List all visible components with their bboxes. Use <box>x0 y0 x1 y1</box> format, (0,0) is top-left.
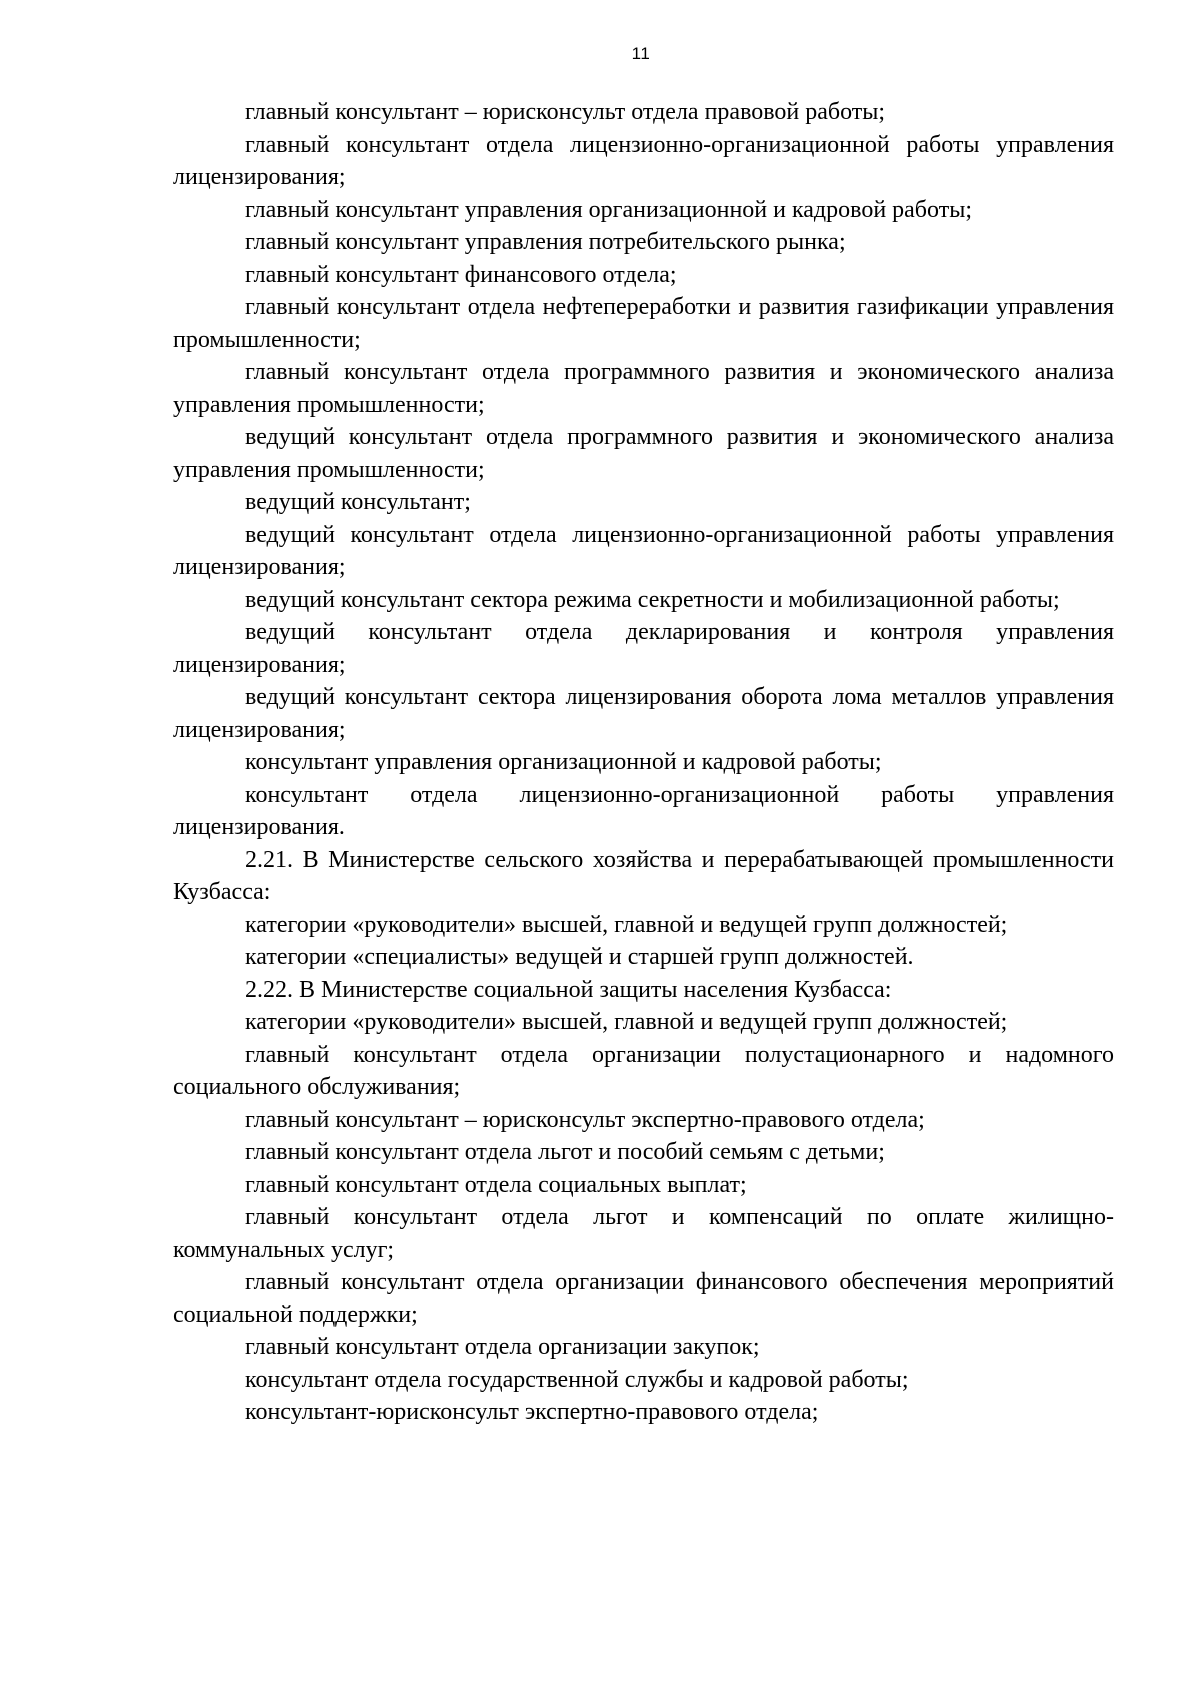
paragraph: главный консультант отдела лицензионно-организационной работы управления лицензирования; <box>173 131 1114 190</box>
paragraph: консультант отдела лицензионно-организационной работы управления лицензирования. <box>173 781 1114 840</box>
section-heading: 2.22. В Министерстве социальной защиты населения Кузбасса: <box>245 976 892 1003</box>
section-heading: 2.21. В Министерстве сельского хозяйства и перерабатывающей промышленности Кузбасса: <box>173 846 1114 905</box>
paragraph: главный консультант отдела нефтепереработки и развития газификации управления промышленности; <box>173 294 1114 353</box>
paragraph: консультант отдела государственной службы и кадровой работы; <box>245 1366 909 1393</box>
document-body <box>173 96 1114 1429</box>
paragraph: главный консультант – юрисконсульт экспертно-правового отдела; <box>245 1106 925 1133</box>
paragraph: главный консультант управления организационной и кадровой работы; <box>245 196 972 223</box>
paragraph: ведущий консультант; <box>245 489 471 515</box>
paragraph: главный консультант отдела организации финансового обеспечения мероприятий социальной поддержки; <box>173 1269 1114 1328</box>
paragraph: ведущий консультант отдела декларирования и контроля управления лицензирования; <box>173 619 1114 678</box>
paragraph: категории «руководители» высшей, главной и ведущей групп должностей; <box>245 1009 1008 1035</box>
paragraph: ведущий консультант отдела лицензионно-организационной работы управления лицензирования; <box>173 521 1114 580</box>
paragraph: ведущий консультант сектора режима секретности и мобилизационной работы; <box>245 586 1060 613</box>
paragraph: консультант управления организационной и кадровой работы; <box>245 749 882 775</box>
paragraph: главный консультант отдела льгот и компенсаций по оплате жилищно-коммунальных услуг; <box>173 1204 1114 1263</box>
page-number: 11 <box>631 44 651 63</box>
paragraph: консультант-юрисконсульт экспертно-правового отдела; <box>245 1399 819 1425</box>
paragraph: главный консультант финансового отдела; <box>245 261 677 288</box>
paragraph: ведущий консультант сектора лицензирования оборота лома металлов управления лицензирования; <box>173 684 1114 743</box>
paragraph: главный консультант отдела организации полустационарного и надомного социального обслуживания; <box>173 1041 1114 1100</box>
paragraph: главный консультант управления потребительского рынка; <box>245 229 846 255</box>
paragraph: категории «руководители» высшей, главной и ведущей групп должностей; <box>245 911 1008 938</box>
paragraph: главный консультант отдела программного развития и экономического анализа управления промышленности; <box>173 359 1114 418</box>
paragraph: главный консультант отдела организации закупок; <box>245 1334 760 1360</box>
paragraph: главный консультант отдела льгот и пособий семьям с детьми; <box>245 1139 885 1165</box>
paragraph: главный консультант – юрисконсульт отдела правовой работы; <box>245 99 886 125</box>
paragraph: главный консультант отдела социальных выплат; <box>245 1171 747 1198</box>
paragraph: категории «специалисты» ведущей и старшей групп должностей. <box>245 944 914 970</box>
paragraph: ведущий консультант отдела программного развития и экономического анализа управления промышленности; <box>173 424 1114 483</box>
